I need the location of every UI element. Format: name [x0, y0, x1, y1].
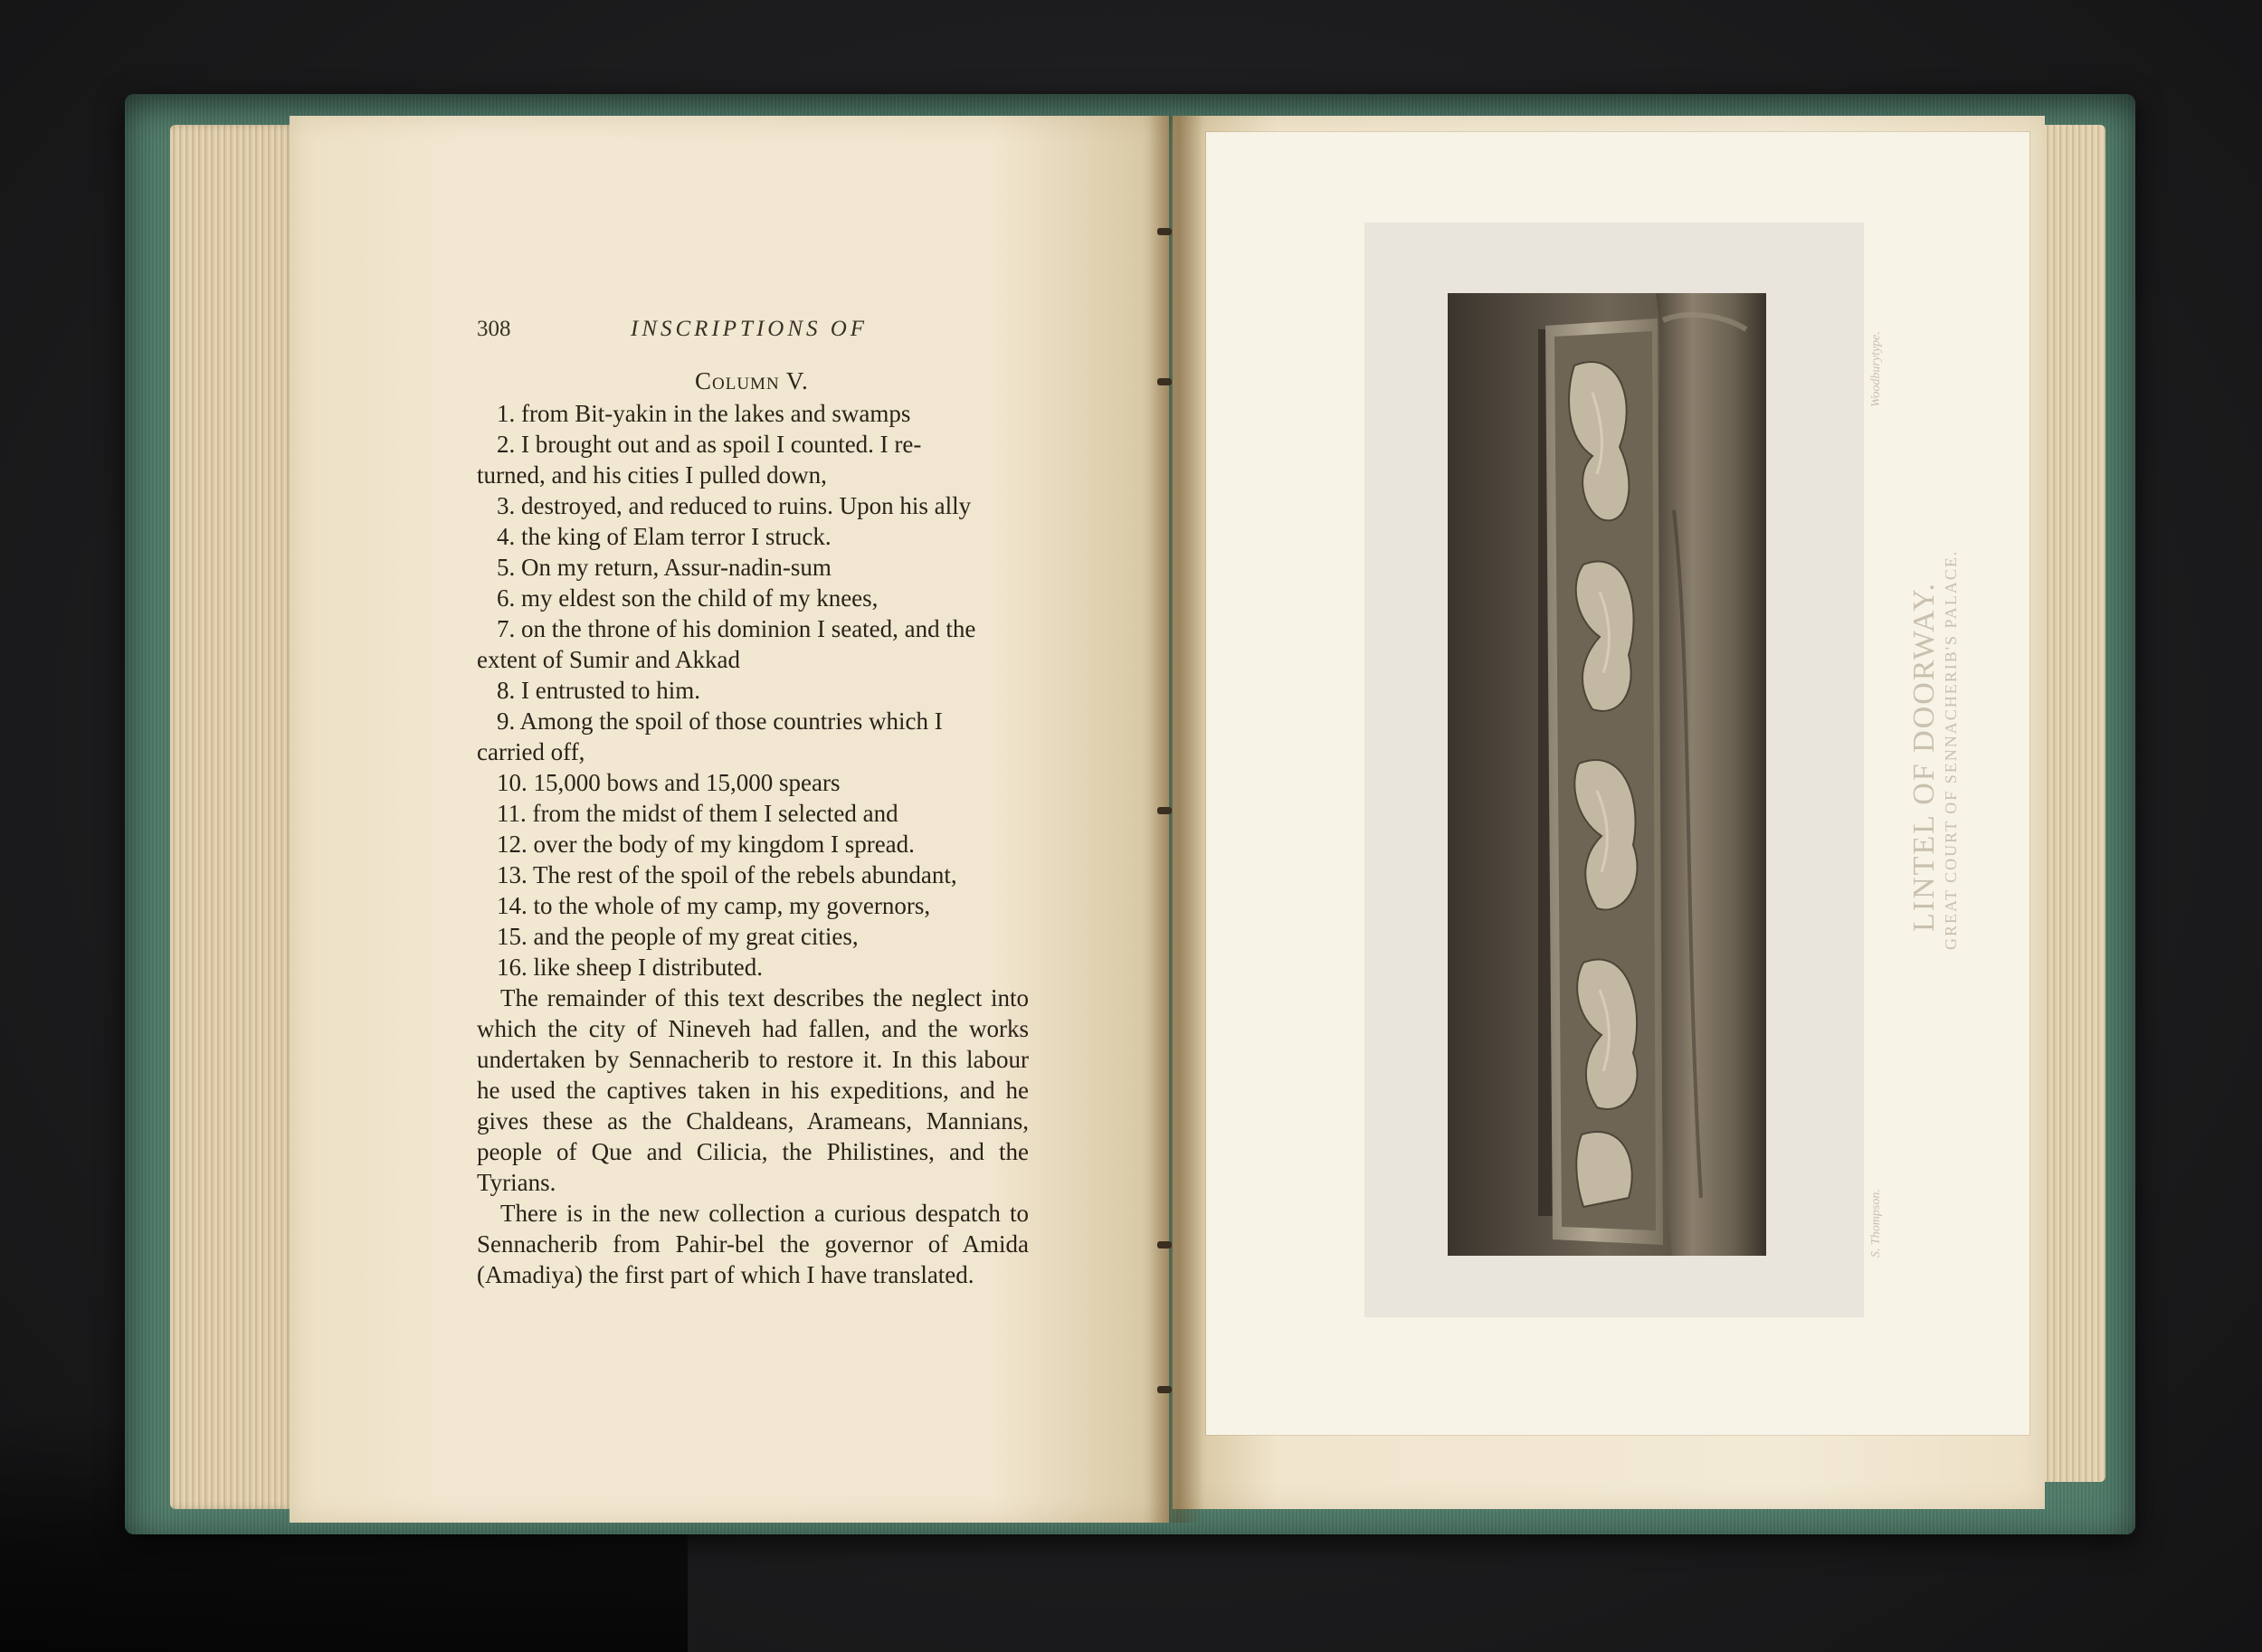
- text-line: 13. The rest of the spoil of the rebels abundant,: [497, 861, 957, 888]
- text-line: turned, and his cities I pulled down,: [477, 461, 827, 489]
- text-line: 10. 15,000 bows and 15,000 spears: [497, 769, 841, 796]
- text-line: 14. to the whole of my camp, my governors,: [497, 892, 931, 919]
- running-head-title: INSCRIPTIONS OF: [631, 317, 869, 341]
- book-gutter: [1149, 116, 1203, 1523]
- text-line: 16. like sheep I distributed.: [497, 954, 763, 981]
- body-paragraph: There is in the new collection a curious despatch to Sennacherib from Pahir-bel the governor of Amida (Amadiya) the first part of which I have translated.: [477, 1200, 1029, 1288]
- binding-stitch: [1157, 378, 1172, 385]
- text-line: 6. my eldest son the child of my knees,: [497, 584, 879, 612]
- inscription-text: [477, 398, 1029, 1290]
- carved-lintel-image: [1448, 293, 1766, 1256]
- lintel-photograph: [1448, 293, 1766, 1256]
- text-line: 8. I entrusted to him.: [497, 677, 700, 704]
- plate-caption: [1871, 299, 1980, 1312]
- plate-title: LINTEL OF DOORWAY.: [1907, 581, 1941, 932]
- column-heading: Column V.: [695, 367, 809, 394]
- text-line: 9. Among the spoil of those countries which I: [497, 707, 943, 735]
- text-line: 4. the king of Elam terror I struck.: [497, 523, 832, 550]
- page-number: 308: [477, 317, 511, 341]
- text-line: carried off,: [477, 738, 585, 765]
- page-edges-left: [170, 125, 297, 1509]
- text-line: 7. on the throne of his dominion I seated, and the: [497, 615, 976, 642]
- binding-stitch: [1157, 1386, 1172, 1393]
- plate-subtitle: GREAT COURT OF SENNACHERIB'S PALACE.: [1942, 549, 1960, 950]
- text-line: 2. I brought out and as spoil I counted. I re-: [497, 431, 922, 458]
- text-line: 5. On my return, Assur-nadin-sum: [497, 554, 832, 581]
- text-line: 1. from Bit-yakin in the lakes and swamps: [497, 400, 911, 427]
- text-line: 11. from the midst of them I selected and: [497, 800, 898, 827]
- photographer-credit: S. Thompson.: [1869, 1189, 1883, 1258]
- printer-credit: Woodburytype.: [1869, 331, 1883, 407]
- running-head: [477, 317, 875, 353]
- text-line: 3. destroyed, and reduced to ruins. Upon his ally: [497, 492, 972, 519]
- text-line: 12. over the body of my kingdom I spread.: [497, 831, 915, 858]
- binding-stitch: [1157, 807, 1172, 814]
- text-line: 15. and the people of my great cities,: [497, 923, 859, 950]
- text-line: extent of Sumir and Akkad: [477, 646, 740, 673]
- binding-stitch: [1157, 1241, 1172, 1248]
- binding-stitch: [1157, 228, 1172, 235]
- body-paragraph: The remainder of this text describes the neglect into which the city of Nineveh had fallen, and the works undertaken by Sennacherib to restore it. In this labour he used the captives taken in his expeditions, and he gives these as the Chaldeans, Arameans, Mannians, people of Que and Cilicia, the Philistines, and the Tyrians.: [477, 984, 1029, 1196]
